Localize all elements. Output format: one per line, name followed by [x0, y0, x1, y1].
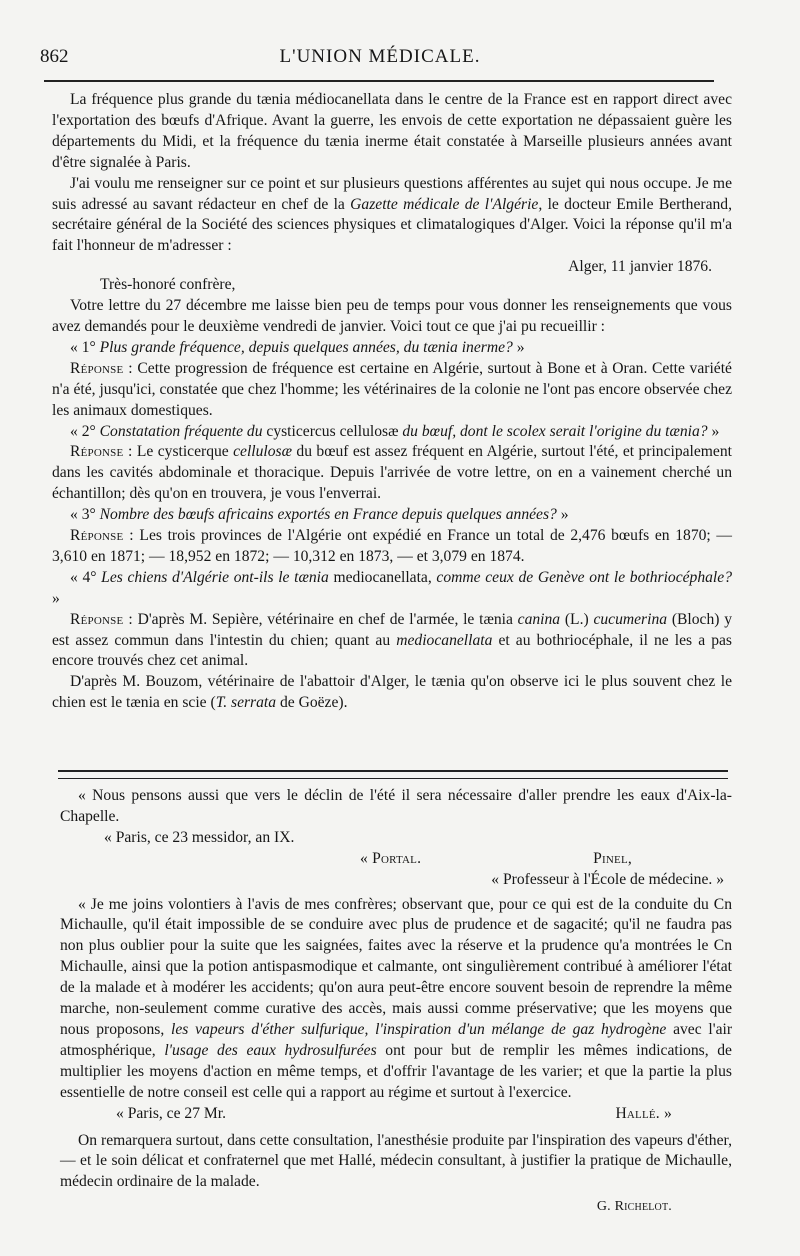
question-4 — [52, 568, 732, 610]
text-run: l'usage des eaux hydrosulfurées — [164, 1041, 377, 1059]
text-run: mediocanellata, — [328, 568, 437, 586]
answer-label: Réponse : — [70, 443, 133, 461]
text-run: le docteur Emile Bertherand, secrétaire général de la Société des sciences physiques et climatalogiques d'Alger. Voici la réponse qu'il m'a fait l'honneur de m'adresser : — [52, 195, 732, 255]
page-header — [40, 46, 720, 72]
question-3 — [52, 505, 732, 526]
answer-1 — [52, 359, 732, 422]
journal-reference: Gazette médicale de l'Algérie, — [350, 195, 543, 213]
text-run: Nombre des bœufs africains exportés en France depuis quelques années? — [99, 506, 557, 524]
dateline-2: « Paris, ce 27 Mr. — [116, 1104, 227, 1122]
text-run: mediocanellata — [396, 631, 493, 649]
signature-row — [60, 849, 732, 870]
text-run: » — [556, 506, 569, 524]
text-run: « 3° — [70, 506, 100, 524]
text-run: canina — [517, 610, 561, 628]
header-rule — [44, 80, 714, 82]
text-run: Le cysticerque — [132, 443, 234, 461]
text-run: » — [52, 589, 60, 607]
text-run: Les trois provinces de l'Algérie ont expédié en France un total de 2,476 bœufs en 1870; — 3,610 en 1871; — 18,952 en 1872; — 10,312 en 1873, — et 3,079 en 1874. — [52, 527, 733, 565]
text-run: Plus grande fréquence, depuis quelques années, du tænia inerme? — [99, 338, 513, 356]
question-2 — [52, 422, 732, 443]
text-run: D'après M. Sepière, vétérinaire en chef de l'armée, le tænia — [132, 610, 518, 628]
paragraph — [52, 174, 732, 258]
answer-label: Réponse : — [70, 359, 133, 377]
section-divider — [58, 770, 728, 779]
journal-title: L'UNION MÉDICALE. — [279, 46, 481, 67]
text-run: « 4° — [70, 568, 102, 586]
author-signature: G. Richelot. — [596, 1199, 672, 1215]
text-run: comme ceux de Genève ont le bothriocéphale? — [436, 568, 732, 586]
page-number: 862 — [40, 46, 69, 67]
answer-3 — [52, 526, 732, 568]
answer-label: Réponse : — [70, 527, 134, 545]
text-run: Constatation fréquente du — [99, 422, 263, 440]
paragraph: On remarquera surtout, dans cette consultation, l'anesthésie produite par l'inspiration des vapeurs d'éther, — et le soin délicat et confraternel que met Hallé, médecin consultant, à justifier la pratique de Michaulle, médecin ordinaire de la malade. — [60, 1131, 732, 1191]
signature-pinel: Pinel, — [593, 849, 632, 867]
text-run: (Bloch) y est assez commun dans l'intestin du chien; quant au — [52, 610, 733, 649]
text-run: cucumerina — [593, 610, 668, 628]
text-run: « Je me joins volontiers à l'avis de mes confrères; observant que, pour ce qui est de la conduite du Cn Michaulle, qu'il était impossible de se conduire avec plus de prudence et de sagacité; qu'il ne faudra pas non plus oublier pour la suite que les saignées, faites avec la réserve et la prudence qu'a montrées le Cn Michaulle, ainsi que la potion antispasmodique et calmante, ont singulièrement contribué à améliorer l'état de la malade et à modérer les accidents; qu'on aura peut-être encore souvent besoin de reprendre la même marche, non-seulement comme curative des accès, mais aussi comme préservative; que les moyens que nous proposons, — [60, 895, 732, 1038]
answer-2 — [52, 442, 732, 505]
text-run: de Goëze). — [276, 694, 348, 712]
signature-row-2 — [60, 1104, 732, 1125]
paragraph: Votre lettre du 27 décembre me laisse bien peu de temps pour vous donner les renseignements que vous avez demandés pour le deuxième vendredi de janvier. Voici tout ce que j'ai pu recueillir : — [52, 297, 732, 335]
text-run: Cette progression de fréquence est certaine en Algérie, surtout à Bone et à Oran. Cette variété n'a été, jusqu'ici, constatée que chez l'homme; les vétérinaires de la colonie ne l'ont pas encore observée chez les animaux domestiques. — [52, 359, 732, 419]
answer-4 — [52, 610, 732, 673]
text-run: ont pour but de remplir les mêmes indications, de multiplier les moyens d'action en même temps, et d'offrir l'avantage de les varier; et que la partie la plus essentielle de notre conseil est celle qui a rapport au régime et surtout à l'exercice. — [60, 1041, 732, 1101]
paragraph — [52, 672, 732, 714]
text-run: D'après M. Bouzom, vétérinaire de l'abattoir d'Alger, le tænia qu'on observe ici le plus souvent chez le chien est le tænia en scie ( — [52, 673, 732, 712]
letter-salutation: Très-honoré confrère, — [100, 276, 236, 294]
article-section-1 — [52, 90, 732, 714]
text-run: avec l'air atmosphérique, — [60, 1020, 733, 1059]
paragraph: La fréquence plus grande du tænia médiocanellata dans le centre de la France est en rapport direct avec l'exportation des bœufs d'Afrique. Avant la guerre, les envois de cette exportation ne dépassaient guère les départements du Midi, et la fréquence du tænia inerme était constatée à Marseille plusieurs années avant d'être signalée à Paris. — [52, 91, 732, 171]
signature-title: « Professeur à l'École de médecine. » — [491, 870, 724, 888]
text-run: « 1° — [70, 338, 100, 356]
letter-dateline: Alger, 11 janvier 1876. — [568, 258, 712, 276]
text-run: (L.) — [560, 610, 594, 628]
signature-halle: Hallé. » — [615, 1104, 672, 1122]
answer-label: Réponse : — [70, 610, 133, 628]
text-run: « 2° — [70, 422, 100, 440]
paragraph — [60, 895, 732, 1104]
paragraph: « Nous pensons aussi que vers le déclin de l'été il sera nécessaire d'aller prendre les eaux d'Aix-la-Chapelle. — [60, 787, 732, 825]
signature-portal: « Portal. — [360, 849, 422, 867]
text-run: T. serrata — [215, 694, 277, 712]
question-1 — [52, 338, 732, 359]
text-run: du bœuf est assez fréquent en Algérie, surtout l'été, et principalement dans les cavités abdominale et thoracique. Depuis l'arrivée de votre lettre, on en a vainement cherché un échantillon; dès qu'on en trouvera, je vous l'enverrai. — [52, 443, 732, 503]
text-run: » — [512, 338, 525, 356]
text-run: les vapeurs d'éther sulfurique, l'inspiration d'un mélange de gaz hydrogène — [171, 1020, 667, 1038]
text-run: cellulosæ — [233, 443, 293, 461]
text-run: » — [707, 422, 720, 440]
text-run: cysticercus cellulosæ — [262, 422, 403, 440]
text-run: Les chiens d'Algérie ont-ils le tænia — [101, 568, 329, 586]
text-run: et au bothriocéphale, il ne les a pas encore trouvés chez cet animal. — [52, 631, 732, 670]
text-run: J'ai voulu me renseigner sur ce point et sur plusieurs questions afférentes au sujet qui nous occupe. Je me suis adressé au savant rédacteur en chef de la — [52, 174, 732, 213]
article-section-2 — [60, 786, 732, 1218]
dateline-1: « Paris, ce 23 messidor, an IX. — [104, 828, 295, 846]
text-run: du bœuf, dont le scolex serait l'origine du tænia? — [402, 422, 708, 440]
